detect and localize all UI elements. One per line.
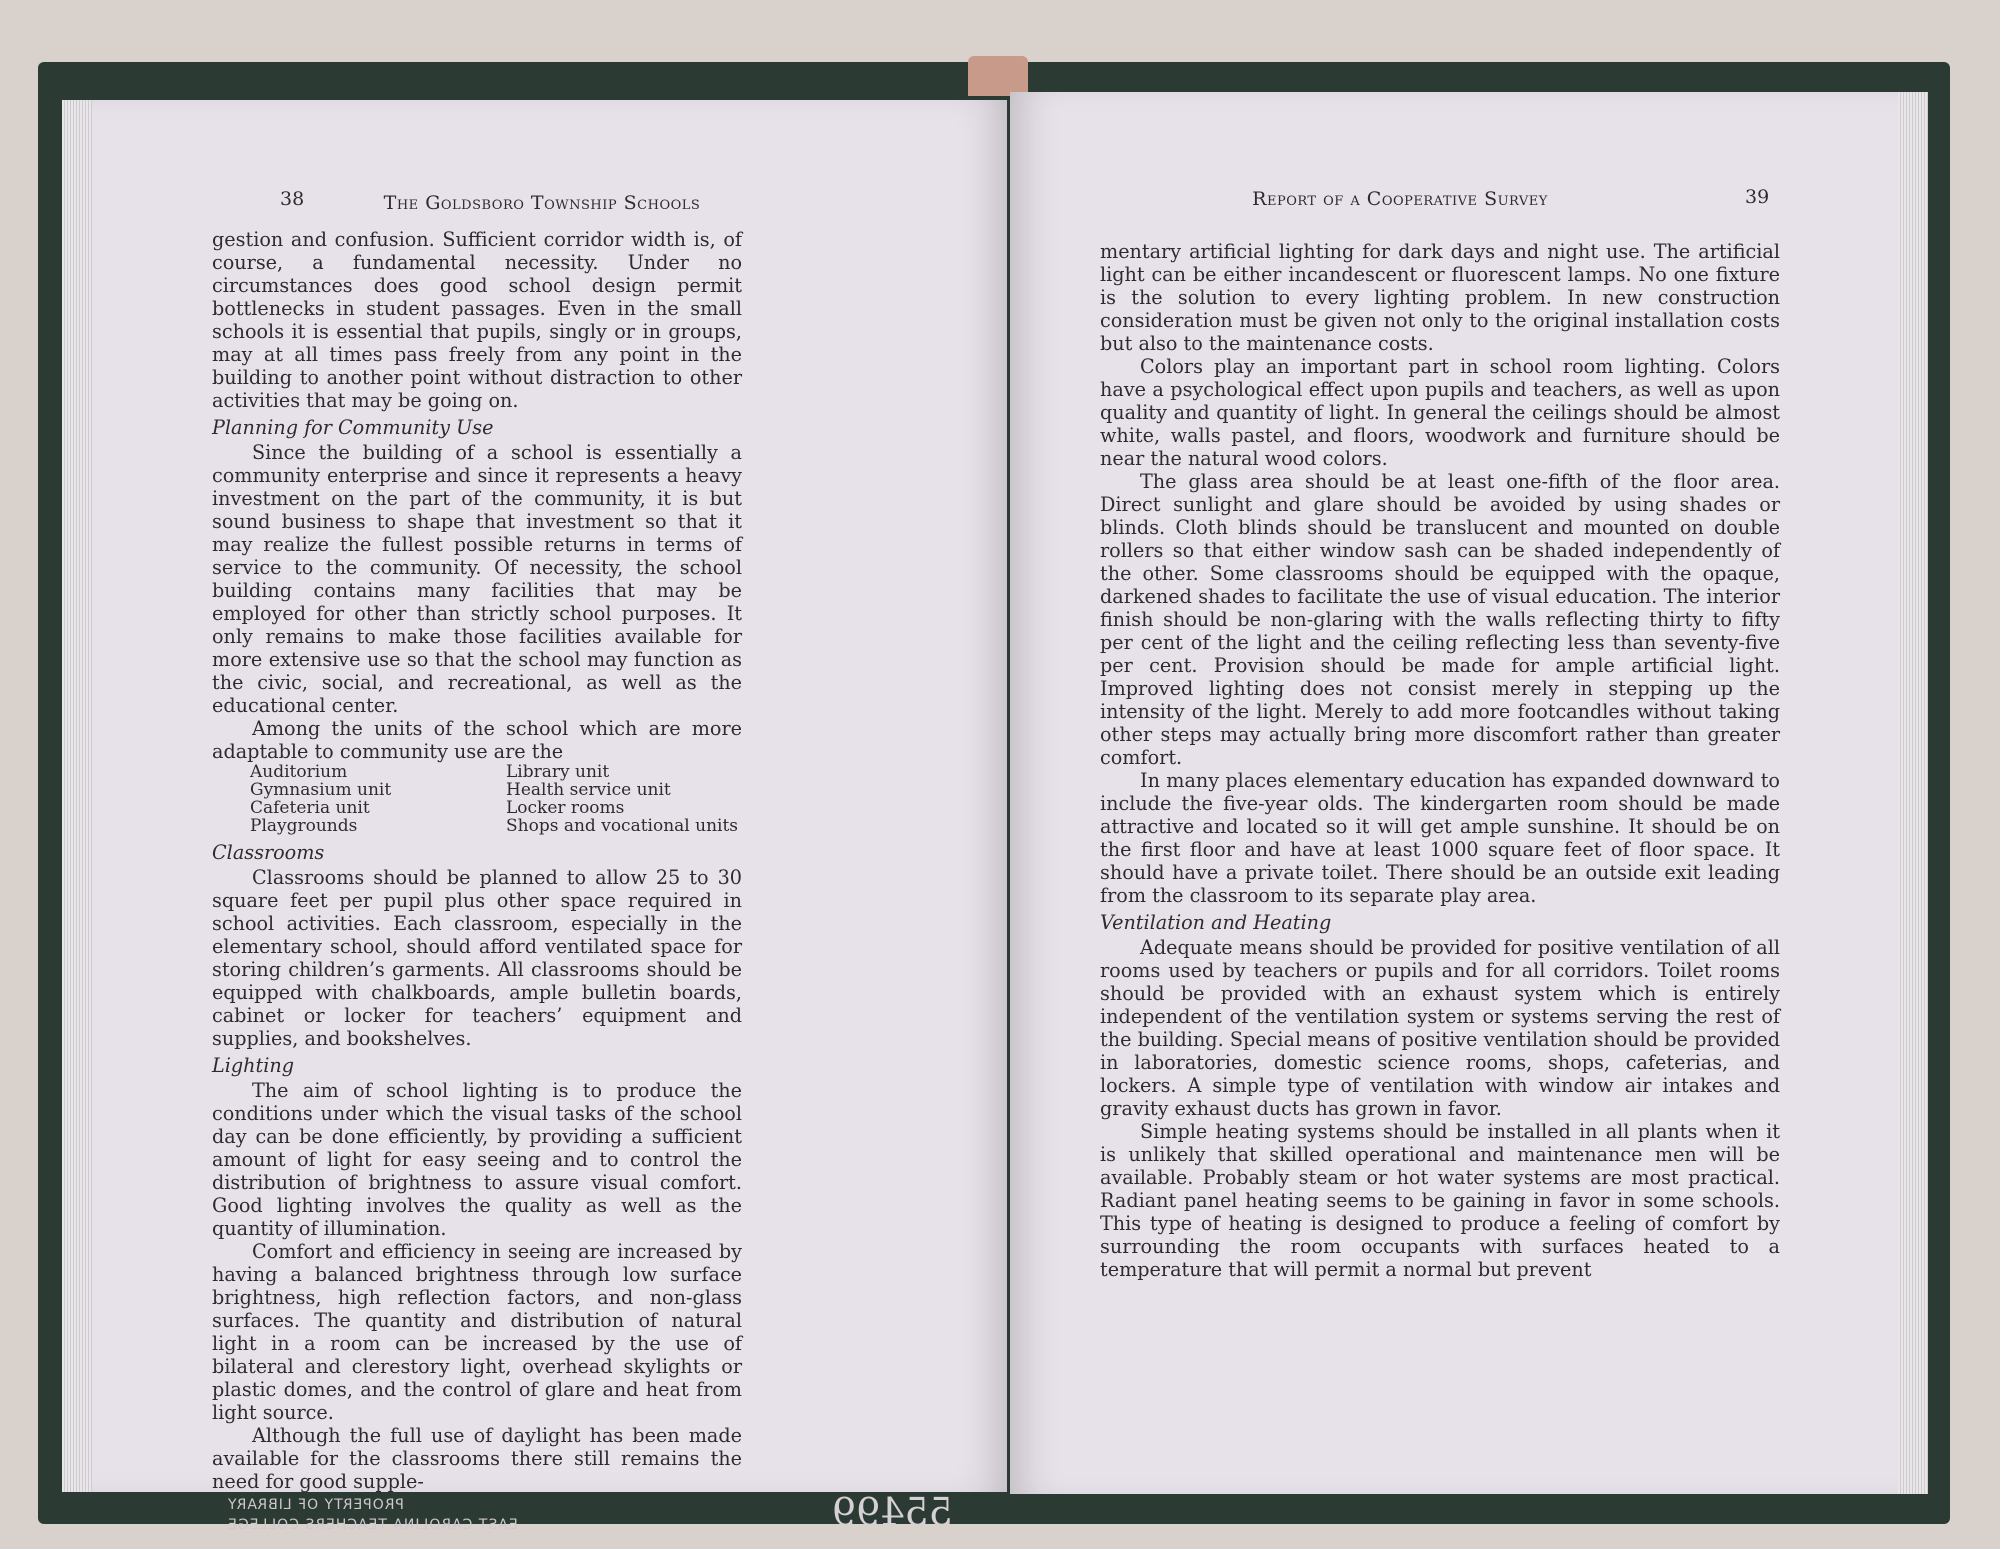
accession-number-bleedthrough: 55499 [832,1490,953,1534]
paragraph: The glass area should be at least one-fifth of the floor area. Direct sunlight and glare should be avoided by using shades or blinds. Cloth blinds should be translucent and mounted on double rollers so that either window sash can be shaded independently of the other. Some classrooms should be equipped with the opaque, darkened shades to facilitate the use of visual education. The interior finish should be non-glaring with the walls reflecting thirty to fifty per cent of the light and the ceiling reflecting less than seventy-five per cent. Provision should be made for ample artificial light. Improved lighting does not consist merely in stepping up the intensity of the light. Merely to add more footcandles without taking other steps may actually bring more discomfort rather than greater comfort. [1100,470,1780,769]
paragraph: Adequate means should be provided for positive ventilation of all rooms used by teachers or pupils and for all corridors. Toilet rooms should be provided with an exhaust system which is entirely independent of the ventilation system or systems serving the rest of the building. Special means of positive ventilation should be provided in laboratories, domestic science rooms, shops, cafeterias, and lockers. A simple type of ventilation with window air intakes and gravity exhaust ducts has grown in favor. [1100,936,1780,1120]
left-page-body [212,228,742,1493]
paragraph: Since the building of a school is essentially a community enterprise and since it represents a heavy investment on the part of the community, it is but sound business to shape that investment so that it may realize the fullest possible returns in terms of service to the community. Of necessity, the school building contains many facilities that may be employed for other than strictly school purposes. It only remains to make those facilities available for more extensive use so that the school may function as the civic, social, and recreational, as well as the educational center. [212,441,742,717]
list-item: Locker rooms [506,798,625,818]
library-stamp-bleedthrough [227,1495,607,1535]
paragraph: Simple heating systems should be installed in all plants when it is unlikely that skilled operational and maintenance men will be available. Probably steam or hot water systems are most practical. Radiant panel heating seems to be gaining in favor in some schools. This type of heating is designed to produce a feeling of comfort by surrounding the room occupants with surfaces heated to a temperature that will permit a normal but prevent [1100,1120,1780,1281]
right-page [1010,92,1928,1494]
section-heading: Planning for Community Use [212,416,494,439]
stamp-line: EAST CAROLINA TEACHERS COLLEGE [227,1517,518,1533]
section-heading: Classrooms [212,841,325,864]
page-number-left: 38 [280,188,305,210]
paragraph: Colors play an important part in school room lighting. Colors have a psychological effect upon pupils and teachers, as well as upon quality and quantity of light. In general the ceilings should be almost white, walls pastel, and floors, woodwork and furniture should be near the natural wood colors. [1100,355,1780,470]
list-item: Playgrounds [250,816,358,836]
paragraph: Although the full use of daylight has been made available for the classrooms there still remains the need for good supple- [212,1424,742,1493]
list-item: Library unit [506,762,610,782]
page-number-right: 39 [1745,186,1770,208]
units-list [212,763,742,835]
left-page [62,100,1007,1534]
right-page-edge [1898,92,1928,1494]
paragraph: Among the units of the school which are more adaptable to community use are the [212,717,742,763]
paragraph: The aim of school lighting is to produce the conditions under which the visual tasks of the school day can be done efficiently, by providing a sufficient amount of light for easy seeing and to control the distribution of brightness to assure visual comfort. Good lighting involves the quality as well as the quantity of illumination. [212,1079,742,1240]
spine-headband [968,56,1028,96]
section-heading: Lighting [212,1054,295,1077]
list-item: Shops and vocational units [506,816,739,836]
paragraph: In many places elementary education has expanded downward to include the five-year olds. The kindergarten room should be made attractive and located so it will get ample sunshine. It should be on the first floor and have at least 1000 square feet of floor space. It should have a private toilet. There should be an outside exit leading from the classroom to its separate play area. [1100,769,1780,907]
paragraph: Classrooms should be planned to allow 25 to 30 square feet per pupil plus other space required in school activities. Each classroom, especially in the elementary school, should afford ventilated space for storing children’s garments. All classrooms should be equipped with chalkboards, ample bulletin boards, cabinet or locker for teachers’ equipment and supplies, and bookshelves. [212,866,742,1050]
list-item: Auditorium [250,762,348,782]
list-item: Cafeteria unit [250,798,370,818]
list-item: Health service unit [506,780,671,800]
section-heading: Ventilation and Heating [1100,911,1332,934]
right-page-body [1100,240,1780,1281]
running-head-left: The Goldsboro Township Schools [383,192,701,214]
stamp-line: PROPERTY OF LIBRARY [227,1497,404,1513]
running-head-right: Report of a Cooperative Survey [1252,188,1548,210]
left-page-edge [62,100,92,1492]
paragraph: gestion and confusion. Sufficient corridor width is, of course, a fundamental necessity. Under no circumstances does good school design permit bottlenecks in student passages. Even in the small schools it is essential that pupils, singly or in groups, may at all times pass freely from any point in the building to another point without distraction to other activities that may be going on. [212,228,742,412]
paragraph: Comfort and efficiency in seeing are increased by having a balanced brightness through low surface brightness, high reflection factors, and non-glass surfaces. The quantity and distribution of natural light in a room can be increased by the use of bilateral and clerestory light, overhead skylights or plastic domes, and the control of glare and heat from light source. [212,1240,742,1424]
paragraph: mentary artificial lighting for dark days and night use. The artificial light can be either incandescent or fluorescent lamps. No one fixture is the solution to every lighting problem. In new construction consideration must be given not only to the original installation costs but also to the maintenance costs. [1100,240,1780,355]
list-item: Gymnasium unit [250,780,392,800]
